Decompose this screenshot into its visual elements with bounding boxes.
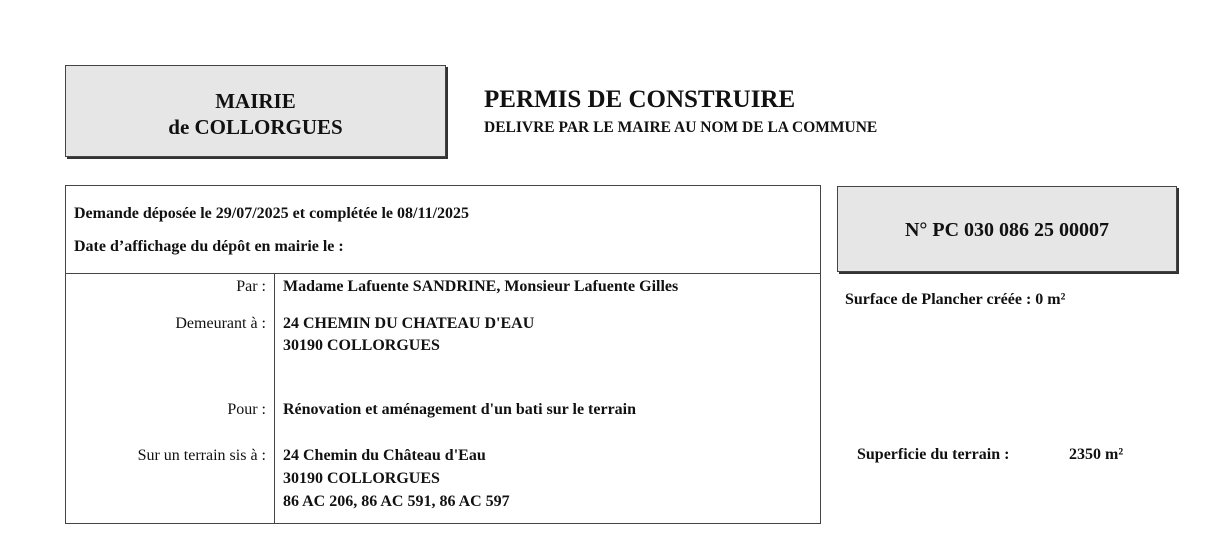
- date-affichage: Date d’affichage du dépôt en mairie le :: [74, 238, 344, 255]
- commune-name: de COLLORGUES: [168, 115, 343, 139]
- terrain-address-line2: 30190 COLLORGUES: [283, 470, 440, 487]
- mairie-label: MAIRIE: [215, 89, 296, 113]
- demande-dates: Demande déposée le 29/07/2025 et complétée le 08/11/2025: [74, 205, 470, 222]
- document-subtitle: DELIVRE PAR LE MAIRE AU NOM DE LA COMMUNE: [484, 119, 878, 136]
- pour-label: Pour :: [227, 401, 266, 418]
- horizontal-divider: [66, 273, 820, 274]
- terrain-label: Sur un terrain sis à :: [137, 447, 266, 464]
- cadastral-parcels: 86 AC 206, 86 AC 591, 86 AC 597: [283, 493, 510, 510]
- vertical-divider: [274, 273, 275, 523]
- applicant-address-line2: 30190 COLLORGUES: [283, 337, 440, 354]
- permit-number: N° PC 030 086 25 00007: [904, 219, 1110, 241]
- superficie-terrain-label: Superficie du terrain :: [857, 446, 1010, 463]
- surface-plancher: Surface de Plancher créée : 0 m²: [845, 291, 1066, 308]
- demeurant-label: Demeurant à :: [175, 315, 266, 332]
- applicant-address-line1: 24 CHEMIN DU CHATEAU D'EAU: [283, 315, 535, 332]
- application-details-box: [65, 185, 821, 524]
- superficie-terrain-value: 2350 m²: [1069, 446, 1124, 463]
- applicant-names: Madame Lafuente SANDRINE, Monsieur Lafuente Gilles: [283, 278, 679, 295]
- permit-number-box: [837, 186, 1177, 272]
- par-label: Par :: [236, 278, 266, 295]
- project-description: Rénovation et aménagement d'un bati sur le terrain: [283, 401, 637, 418]
- mairie-box: [65, 65, 446, 157]
- terrain-address-line1: 24 Chemin du Château d'Eau: [283, 447, 486, 464]
- document-title: PERMIS DE CONSTRUIRE: [484, 86, 796, 113]
